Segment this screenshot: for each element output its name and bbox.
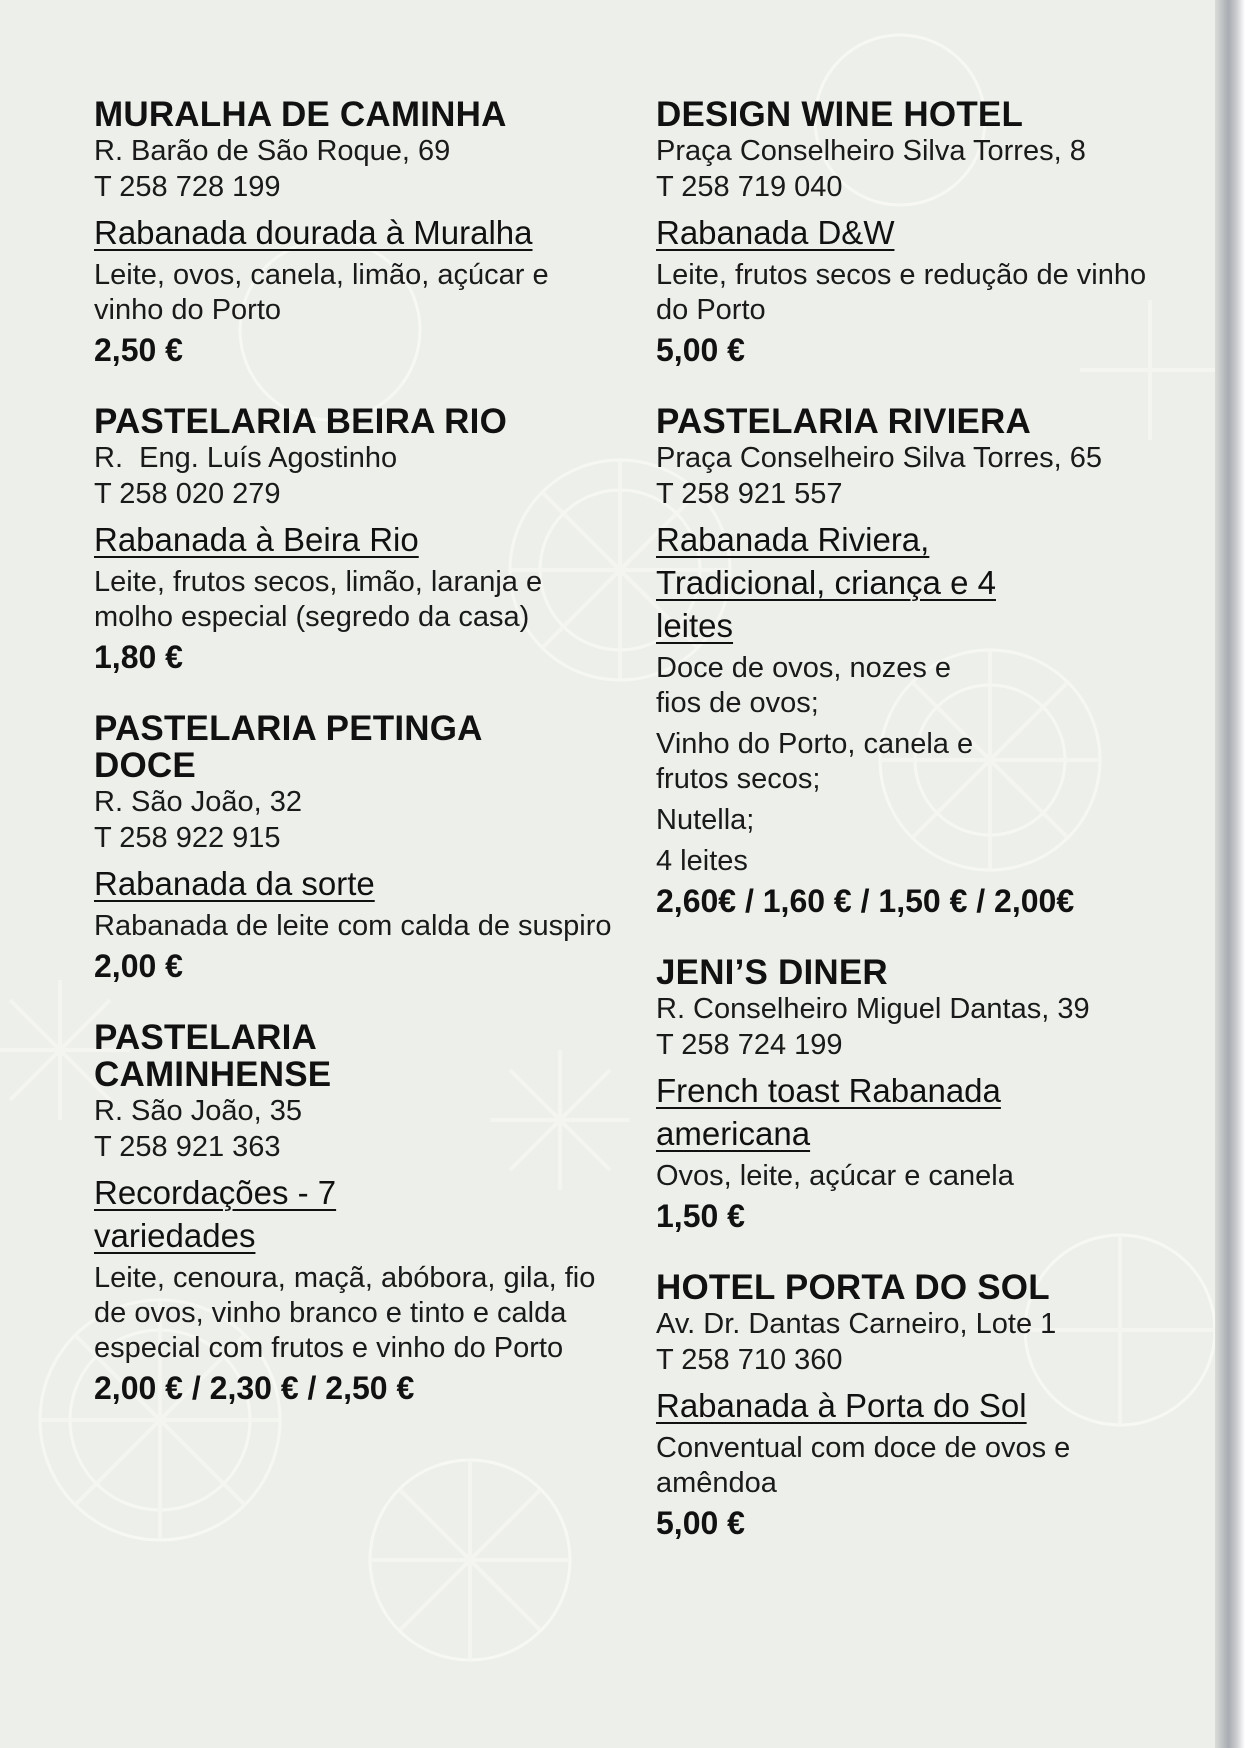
dish-name: Rabanada Riviera, Tradicional, criança e 4 leites bbox=[656, 521, 996, 644]
dish-price: 1,50 € bbox=[656, 1198, 745, 1234]
venue-phone: T 258 922 915 bbox=[94, 822, 281, 854]
venue-pastelaria-caminhense bbox=[94, 1019, 614, 1408]
dish-price: 2,50 € bbox=[94, 332, 183, 368]
dish-name: Rabanada D&W bbox=[656, 214, 895, 251]
dish-description: Conventual com doce de ovos e amêndoa bbox=[656, 1432, 1071, 1499]
dish-description bbox=[656, 651, 986, 879]
venue-address: Av. Dr. Dantas Carneiro, Lote 1 bbox=[656, 1308, 1057, 1340]
dish-name: Rabanada da sorte bbox=[94, 865, 375, 902]
dish-description: Leite, frutos secos, limão, laranja e molho especial (segredo da casa) bbox=[94, 566, 543, 633]
description-line: Nutella; bbox=[656, 804, 755, 836]
description-line: Doce de ovos, nozes e fios de ovos; bbox=[656, 652, 952, 719]
venue-address: R. Conselheiro Miguel Dantas, 39 bbox=[656, 993, 1090, 1025]
dish-price: 1,80 € bbox=[94, 639, 183, 675]
venue-name: PASTELARIA PETINGA DOCE bbox=[94, 709, 482, 785]
dish-price: 5,00 € bbox=[656, 1505, 745, 1541]
venue-address: R. Eng. Luís Agostinho bbox=[94, 442, 398, 474]
description-line: 4 leites bbox=[656, 845, 748, 877]
dish-name: Rabanada à Beira Rio bbox=[94, 521, 419, 558]
dish-price: 5,00 € bbox=[656, 332, 745, 368]
venue-pastelaria-petinga-doce bbox=[94, 710, 614, 986]
dish-name: Rabanada dourada à Muralha bbox=[94, 214, 533, 251]
venue-name: DESIGN WINE HOTEL bbox=[656, 95, 1024, 134]
venue-name: PASTELARIA CAMINHENSE bbox=[94, 1018, 332, 1094]
venue-muralha-de-caminha bbox=[94, 96, 614, 370]
dish-price: 2,00 € / 2,30 € / 2,50 € bbox=[94, 1370, 415, 1406]
venue-phone: T 258 710 360 bbox=[656, 1344, 843, 1376]
venue-name: PASTELARIA RIVIERA bbox=[656, 402, 1032, 441]
left-column bbox=[94, 96, 614, 1441]
venue-address: R. Barão de São Roque, 69 bbox=[94, 135, 451, 167]
venue-jenis-diner bbox=[656, 954, 1176, 1236]
venue-phone: T 258 719 040 bbox=[656, 171, 843, 203]
venue-pastelaria-beira-rio bbox=[94, 403, 614, 677]
dish-name: Recordações - 7 variedades bbox=[94, 1174, 337, 1254]
venue-name: JENI’S DINER bbox=[656, 953, 888, 992]
venue-phone: T 258 921 557 bbox=[656, 478, 843, 510]
dish-description: Leite, cenoura, maçã, abóbora, gila, fio de ovos, vinho branco e tinto e calda especial com frutos e vinho do Porto bbox=[94, 1262, 596, 1364]
dish-description: Rabanada de leite com calda de suspiro bbox=[94, 910, 612, 942]
venue-address: Praça Conselheiro Silva Torres, 8 bbox=[656, 135, 1086, 167]
venue-name: MURALHA DE CAMINHA bbox=[94, 95, 507, 134]
venue-hotel-porta-do-sol bbox=[656, 1269, 1176, 1543]
venue-name: HOTEL PORTA DO SOL bbox=[656, 1268, 1050, 1307]
page-edge-shadow bbox=[1215, 0, 1245, 1748]
venue-pastelaria-riviera bbox=[656, 403, 1176, 921]
venue-phone: T 258 724 199 bbox=[656, 1029, 843, 1061]
venue-name: PASTELARIA BEIRA RIO bbox=[94, 402, 507, 441]
description-line: Vinho do Porto, canela e frutos secos; bbox=[656, 728, 974, 795]
venue-design-wine-hotel bbox=[656, 96, 1176, 370]
venue-phone: T 258 728 199 bbox=[94, 171, 281, 203]
dish-price: 2,60€ / 1,60 € / 1,50 € / 2,00€ bbox=[656, 883, 1075, 919]
venue-phone: T 258 020 279 bbox=[94, 478, 281, 510]
dish-name: Rabanada à Porta do Sol bbox=[656, 1387, 1027, 1424]
dish-description: Leite, frutos secos e redução de vinho do Porto bbox=[656, 259, 1147, 326]
venue-address: R. São João, 35 bbox=[94, 1095, 302, 1127]
venue-address: Praça Conselheiro Silva Torres, 65 bbox=[656, 442, 1102, 474]
dish-description: Ovos, leite, açúcar e canela bbox=[656, 1160, 1014, 1192]
dish-description: Leite, ovos, canela, limão, açúcar e vinho do Porto bbox=[94, 259, 549, 326]
dish-price: 2,00 € bbox=[94, 948, 183, 984]
right-column bbox=[656, 96, 1176, 1576]
dish-name: French toast Rabanada americana bbox=[656, 1072, 1001, 1152]
venue-phone: T 258 921 363 bbox=[94, 1131, 281, 1163]
venue-address: R. São João, 32 bbox=[94, 786, 302, 818]
